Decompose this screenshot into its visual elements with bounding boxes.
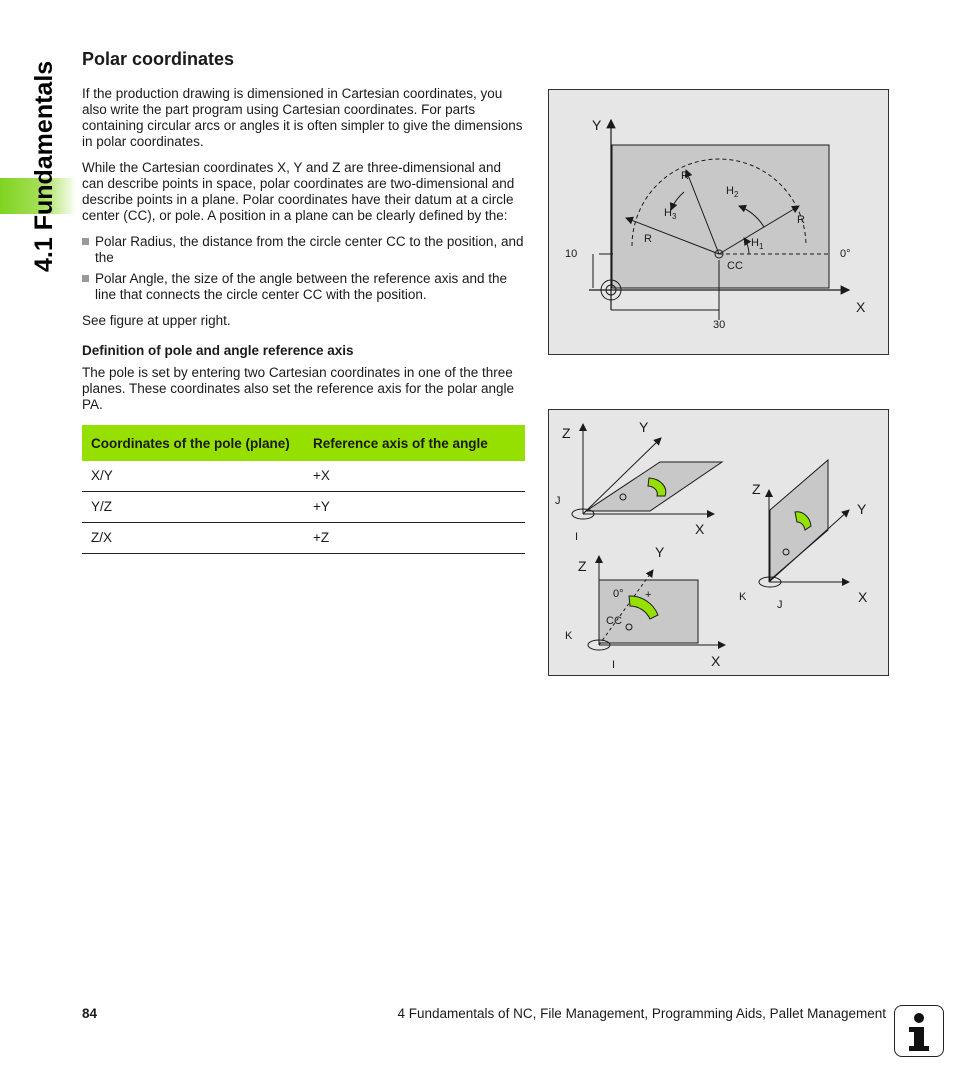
r-label-right: R xyxy=(797,214,805,226)
main-content xyxy=(82,48,526,554)
section-heading: Polar coordinates xyxy=(82,49,235,69)
dim-10-label: 10 xyxy=(565,248,578,260)
bullet-square-icon xyxy=(82,275,89,282)
table-row xyxy=(82,523,525,554)
zx-x-label: X xyxy=(711,653,721,669)
table-row xyxy=(82,461,525,492)
subheading: Definition of pole and angle reference axis xyxy=(82,343,354,358)
three-planes-figure xyxy=(548,409,889,676)
y-axis-label: Y xyxy=(592,117,602,133)
dim-30-label: 30 xyxy=(713,319,726,331)
paragraph-polar: While the Cartesian coordinates X, Y and Z are three-dimensional and can describe points in space, polar coordinates are two-dimensional and describe points in a plane. Polar coordinates have their datum at a circle center (CC), or pole. A position in a plane can be clearly defined by the: xyxy=(82,160,515,223)
table-header-cell: Reference axis of the angle xyxy=(304,425,525,461)
table-cell: +Y xyxy=(304,492,525,523)
h3-label: $H_3$ xyxy=(664,207,677,221)
paragraph-pole: The pole is set by entering two Cartesian coordinates in one of the three planes. These coordinates also set the reference axis for the polar angle PA. xyxy=(82,365,515,412)
bullet-polar-radius: Polar Radius, the distance from the circle center CC to the position, and the xyxy=(82,234,526,266)
yz-z-label: Z xyxy=(752,481,761,497)
table-header-cell: Coordinates of the pole (plane) xyxy=(82,425,304,461)
h1-label: $H_1$ xyxy=(751,237,764,251)
cc-label: CC xyxy=(727,260,743,272)
table-cell: +X xyxy=(304,461,525,492)
chapter-title: 4 Fundamentals of NC, File Management, Programming Aids, Pallet Management xyxy=(397,1006,886,1021)
h2-label: $H_2$ xyxy=(726,185,739,199)
yz-j-label: J xyxy=(777,599,783,611)
zx-zero-label: 0° xyxy=(613,588,624,600)
page-number: 84 xyxy=(82,1006,98,1021)
yz-x-label: X xyxy=(858,589,868,605)
table-cell: Z/X xyxy=(82,523,304,554)
zx-i-label: I xyxy=(612,659,616,671)
zx-y-label: Y xyxy=(655,544,665,560)
zx-cc-label: CC xyxy=(606,615,622,627)
bullet-polar-angle: Polar Angle, the size of the angle between the reference axis and the line that connects the circle center CC with the position. xyxy=(82,271,526,303)
planes-diagram-svg xyxy=(549,410,888,675)
table-cell: +Z xyxy=(304,523,525,554)
paragraph-intro: If the production drawing is dimensioned in Cartesian coordinates, you also write the part program using Cartesian coordinates. For parts containing circular arcs or angles it is often simpler to give the dimensions in polar coordinates. xyxy=(82,86,523,149)
r-label-top: R xyxy=(681,170,689,182)
xy-j-label: J xyxy=(555,495,561,507)
yz-k-label: K xyxy=(739,591,747,603)
see-figure-note: See figure at upper right. xyxy=(82,313,231,328)
chapter-side-title: 4.1 Fundamentals xyxy=(30,60,58,272)
table-cell: X/Y xyxy=(82,461,304,492)
zero-degree-label: 0° xyxy=(840,248,851,260)
info-icon xyxy=(894,1005,944,1057)
yz-y-label: Y xyxy=(857,501,867,517)
table-header-row xyxy=(82,425,525,461)
xy-x-label: X xyxy=(695,521,705,537)
zx-z-label: Z xyxy=(578,558,587,574)
table-cell: Y/Z xyxy=(82,492,304,523)
xy-y-label: Y xyxy=(639,419,649,435)
polar-coordinates-figure xyxy=(548,89,889,355)
x-axis-label: X xyxy=(856,299,866,315)
pole-reference-table xyxy=(82,425,525,554)
zx-plus-label: + xyxy=(645,589,652,601)
r-label-left: R xyxy=(644,233,652,245)
bullet-square-icon xyxy=(82,238,89,245)
polar-diagram-svg xyxy=(549,90,888,354)
xy-i-label: I xyxy=(575,531,579,543)
zx-k-label: K xyxy=(565,630,573,642)
xy-z-label: Z xyxy=(562,425,571,441)
table-row xyxy=(82,492,525,523)
